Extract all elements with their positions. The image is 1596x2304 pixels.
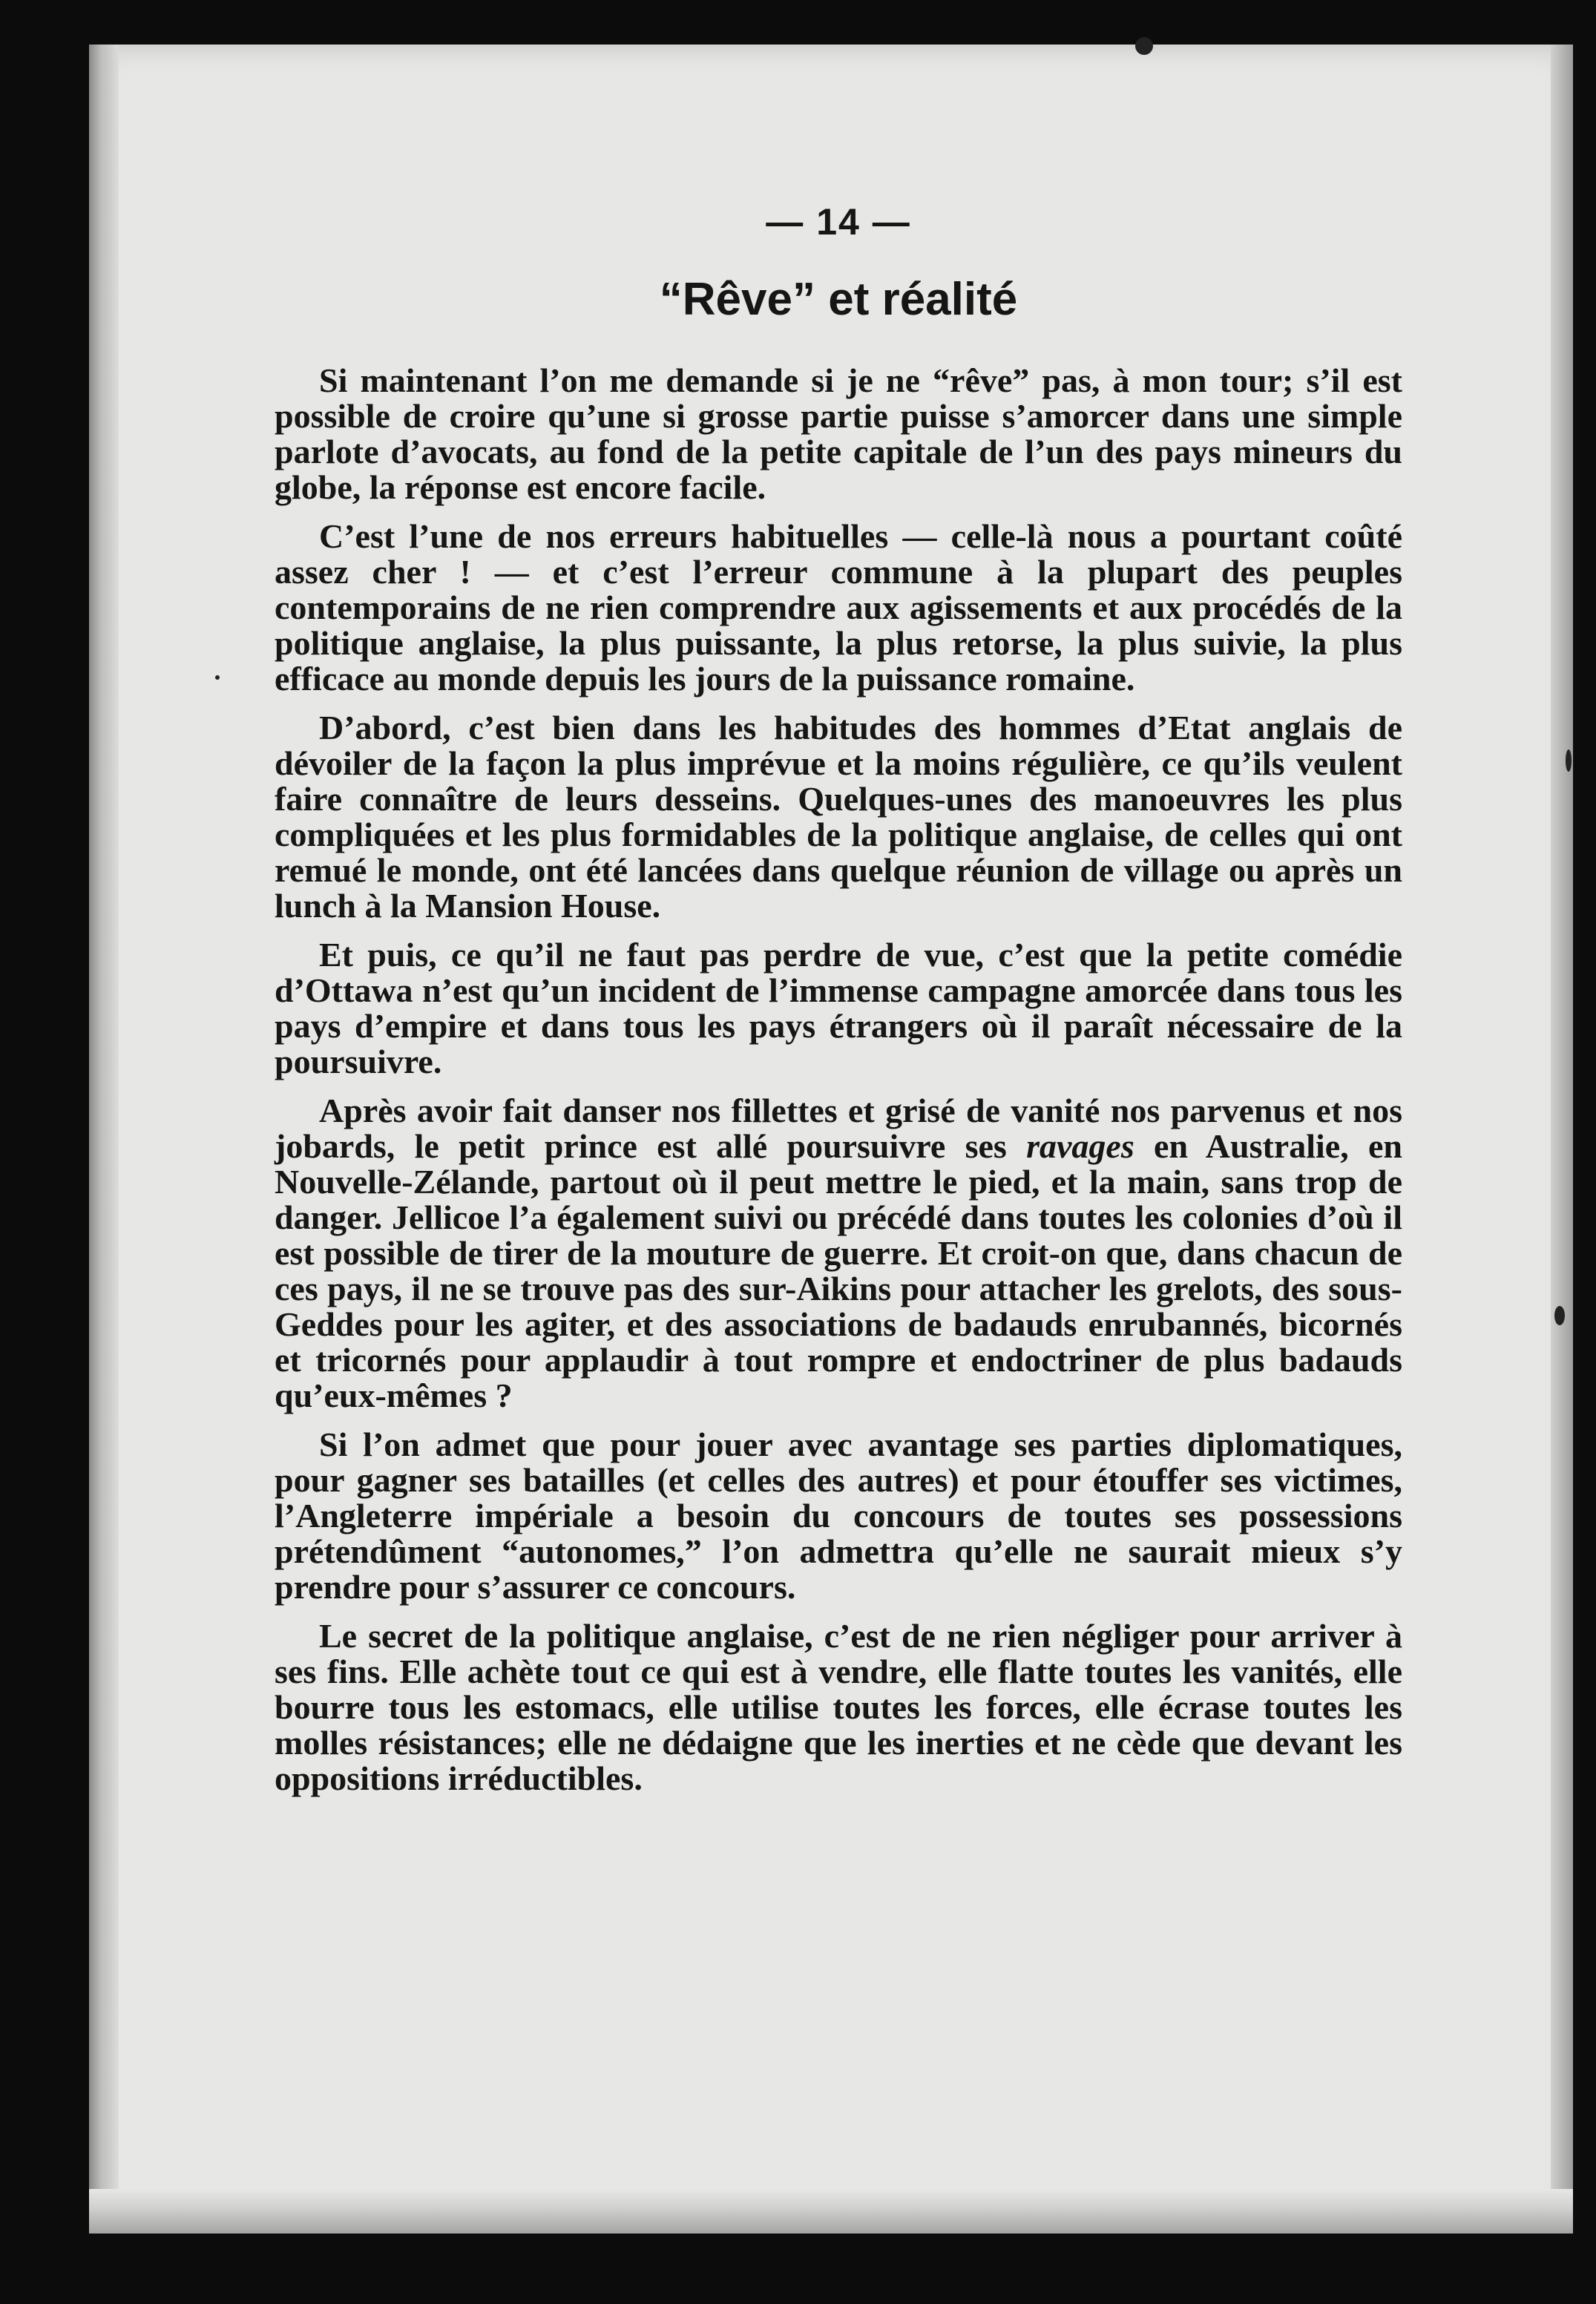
paragraph-5-before: Après avoir fait danser nos fillettes et grisé de vanité nos parvenus et nos jobards, le petit prince est allé poursuivre ses: [275, 1092, 1402, 1165]
scan-speck: [215, 675, 220, 680]
book-page: [89, 45, 1573, 2234]
page-number: — 14 —: [766, 201, 911, 243]
paragraph-6: Si l’on admet que pour jouer avec avantage ses parties diplomatiques, pour gagner ses batailles (et celles des autres) et pour étouffer ses victimes, l’Angleterre impériale a besoin du concours de toutes ses possessions prétendûment “autonomes,” l’on admettra qu’elle ne saurait mieux s’y prendre pour s’assurer ce concours.: [275, 1425, 1402, 1606]
text-block: [275, 156, 1402, 1810]
paragraph-5: [275, 1093, 1402, 1414]
scan-speck: [1566, 749, 1572, 772]
scan-speck: [1554, 1306, 1565, 1325]
page-binding-edge: [89, 45, 119, 2234]
paragraph-7: Le secret de la politique anglaise, c’est de ne rien négliger pour arriver à ses fins. Elle achète tout ce qui est à vendre, elle flatte toutes les vanités, elle bourre tous les estomacs, elle utilise toutes les forces, elle écrase toutes les molles résistances; elle ne dédaigne que les inerties et ne cède que devant les oppositions irréductibles.: [275, 1617, 1402, 1797]
paragraph-4: Et puis, ce qu’il ne faut pas perdre de vue, c’est que la petite comédie d’Ottawa n’est qu’un incident de l’immense campagne amorcée dans tous les pays d’empire et dans tous les pays étrangers où il paraît nécessaire de la poursuivre.: [275, 936, 1402, 1080]
paragraph-2: C’est l’une de nos erreurs habituelles — celle-là nous a pourtant coûté assez cher ! — et c’est l’erreur commune à la plupart des peuples contemporains de ne rien comprendre aux agissements et aux procédés de la politique anglaise, la plus puissante, la plus retorse, la plus suivie, la plus efficace au monde depuis les jours de la puissance romaine.: [275, 517, 1402, 698]
page-right-edge: [1551, 45, 1573, 2234]
paragraph-3: D’abord, c’est bien dans les habitudes des hommes d’Etat anglais de dévoiler de la façon la plus imprévue et la moins régulière, ce qu’ils veulent faire connaître de leurs desseins. Quelques-unes des manoeuvres les plus compliquées et les plus formidables de la politique anglaise, de celles qui ont remué le monde, ont été lancées dans quelque réunion de village ou après un lunch à la Mansion House.: [275, 709, 1402, 925]
scan-speck: [1135, 37, 1153, 55]
section-title: “Rêve” et réalité: [659, 274, 1018, 325]
paragraph-1: Si maintenant l’on me demande si je ne “rêve” pas, à mon tour; s’il est possible de croire qu’une si grosse partie puisse s’amorcer dans une simple parlote d’avocats, au fond de la petite capitale de l’un des pays mineurs du globe, la réponse est encore facile.: [275, 361, 1402, 506]
paragraph-5-emphasis: ravages: [1026, 1127, 1134, 1165]
paragraph-5-after: en Australie, en Nouvelle-Zélande, partout où il peut mettre le pied, et la main, sans trop de danger. Jellicoe l’a également suivi ou précédé dans toutes les colonies d’où il est possible de tirer de la mouture de guerre. Et croit-on que, dans chacun de ces pays, il ne se trouve pas des sur-Aikins pour attacher les grelots, des sous-Geddes pour les agiter, et des associations de badauds enrubannés, bicornés et tricornés pour applaudir à tout rompre et endoctriner de plus badauds qu’eux-mêmes ?: [275, 1127, 1402, 1414]
page-bottom-edge: [89, 2189, 1573, 2234]
